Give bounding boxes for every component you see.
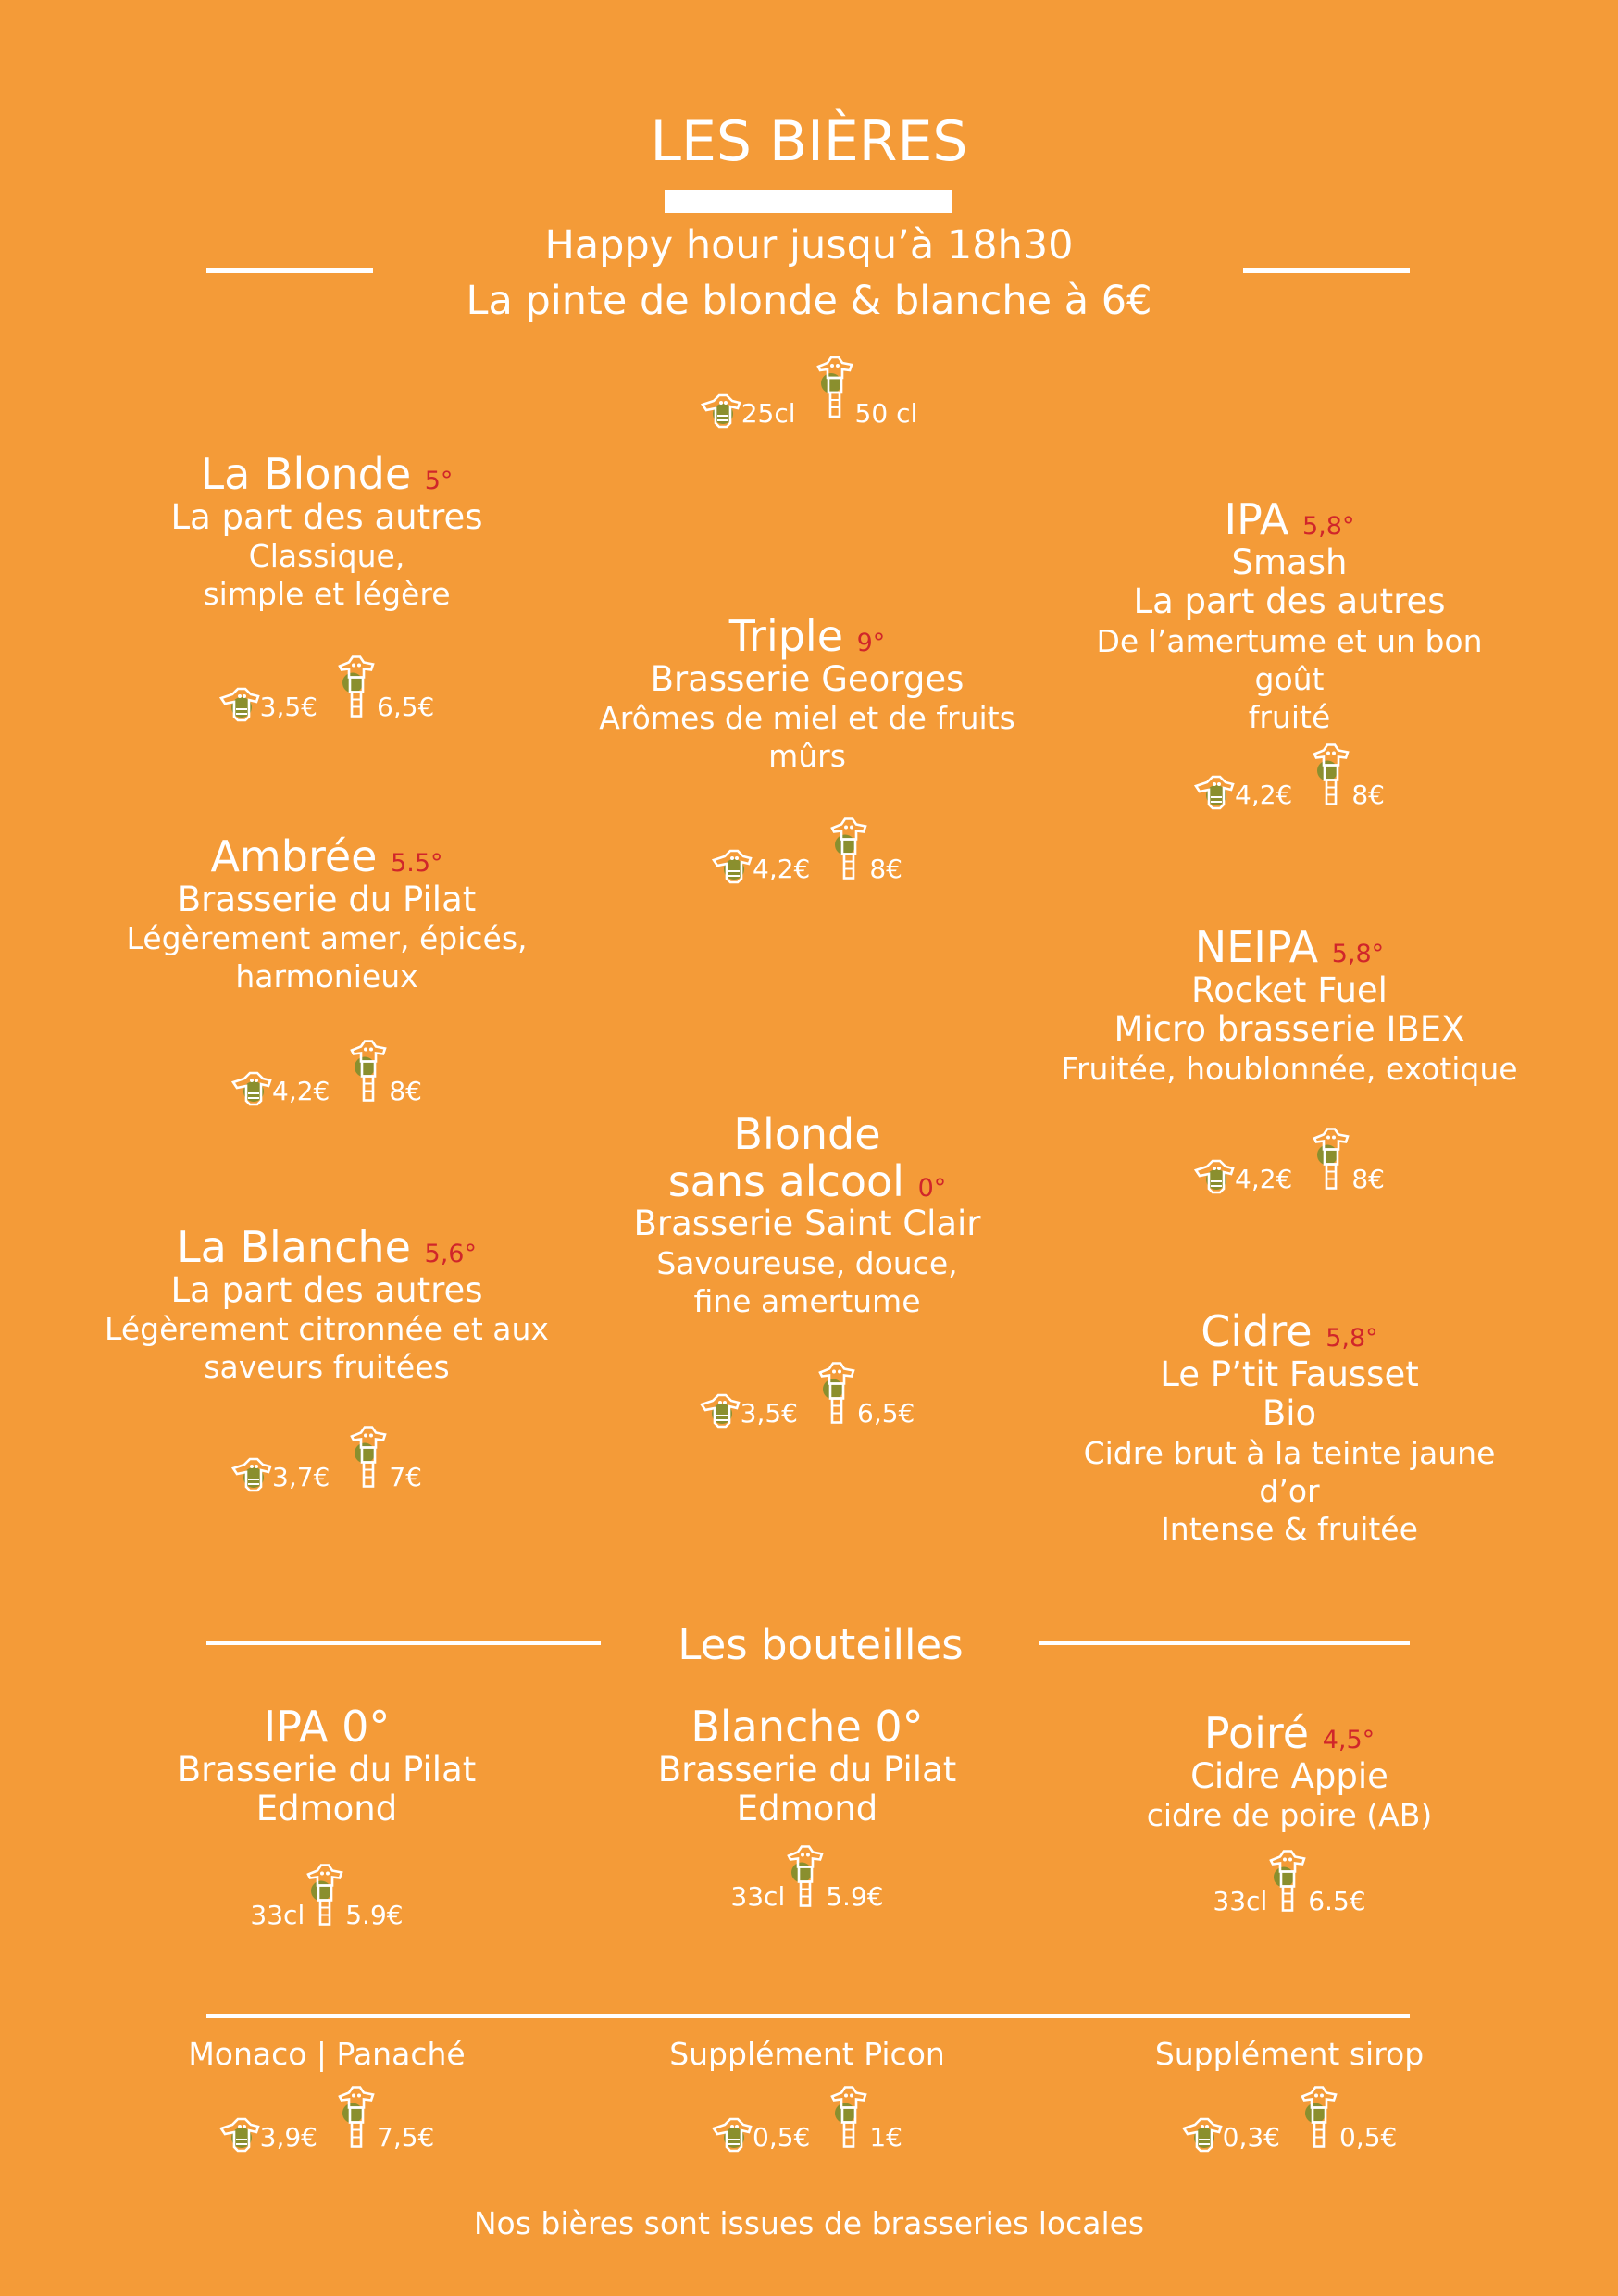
bottle-size: 33cl bbox=[730, 1881, 786, 1912]
beer-cidre bbox=[1058, 1308, 1521, 1548]
beer-name: IPA bbox=[1224, 494, 1289, 544]
beer-ambree bbox=[95, 833, 558, 996]
beer-brewery: Brasserie Saint Clair bbox=[633, 1204, 981, 1244]
bottle-size: 33cl bbox=[1213, 1886, 1268, 1916]
large-glass-icon bbox=[336, 653, 377, 722]
bottle-line: Edmond bbox=[736, 1789, 878, 1829]
beer-prices bbox=[95, 653, 558, 722]
beer-degree: 9° bbox=[856, 629, 886, 657]
beer-brewery: Brasserie du Pilat bbox=[177, 879, 477, 919]
bottle-name: Poiré bbox=[1203, 1708, 1310, 1758]
price-small: 3,9€ bbox=[259, 2122, 317, 2152]
beer-description: harmonieux bbox=[235, 958, 418, 995]
price-small: 3,5€ bbox=[259, 692, 317, 722]
beer-description: fruité bbox=[1248, 699, 1331, 736]
bottle-description: cidre de poire (AB) bbox=[1146, 1797, 1433, 1834]
beer-brewery: La part des autres bbox=[170, 496, 483, 537]
price-large: 7€ bbox=[389, 1462, 422, 1492]
beer-name: La Blonde bbox=[200, 449, 412, 499]
bottle-size: 33cl bbox=[250, 1900, 305, 1930]
size-legend bbox=[0, 347, 1618, 429]
extra-prices bbox=[1058, 2083, 1521, 2152]
small-glass-icon bbox=[712, 2115, 753, 2152]
large-glass-icon bbox=[816, 1359, 857, 1429]
divider-right bbox=[1243, 268, 1410, 273]
price-large: 8€ bbox=[1351, 1164, 1385, 1194]
bottle-prices bbox=[1058, 1847, 1521, 1916]
beer-brewery: Le P’tit Fausset bbox=[1160, 1354, 1419, 1394]
beer-ipa bbox=[1058, 496, 1521, 736]
small-glass-icon bbox=[231, 1455, 272, 1492]
price-small: 4,2€ bbox=[753, 854, 811, 884]
bottle-prices bbox=[95, 1861, 558, 1930]
legend-small: 25cl bbox=[741, 398, 796, 429]
legend-large: 50 cl bbox=[854, 398, 918, 429]
beer-line: Smash bbox=[1231, 542, 1348, 582]
large-glass-icon bbox=[828, 815, 869, 884]
bottle-degree: 4,5° bbox=[1322, 1726, 1375, 1754]
beer-prices bbox=[95, 1423, 558, 1492]
bottle-name: IPA 0° bbox=[263, 1702, 391, 1752]
small-glass-icon bbox=[219, 685, 260, 722]
small-glass-icon bbox=[219, 2115, 260, 2152]
bottle-name: Blanche 0° bbox=[691, 1702, 924, 1752]
beer-description: saveurs fruitées bbox=[204, 1349, 450, 1386]
beer-prices bbox=[576, 815, 1039, 884]
price-small: 0,3€ bbox=[1222, 2122, 1280, 2152]
extra-name: Monaco | Panaché bbox=[188, 2036, 466, 2072]
beer-description: fine amertume bbox=[693, 1282, 921, 1319]
extra-prices bbox=[576, 2083, 1039, 2152]
extra-prices bbox=[95, 2083, 558, 2152]
bottle-price: 5.9€ bbox=[826, 1881, 884, 1912]
title-underline bbox=[665, 190, 952, 213]
large-glass-icon bbox=[815, 347, 855, 429]
beer-description: Fruitée, houblonnée, exotique bbox=[1061, 1050, 1518, 1087]
beer-degree: 0° bbox=[917, 1173, 947, 1203]
divider-extras bbox=[206, 2014, 1410, 2018]
beer-la-blanche bbox=[95, 1224, 558, 1387]
bottle-poire bbox=[1058, 1710, 1521, 1834]
small-glass-icon bbox=[700, 1391, 741, 1429]
beer-description: Légèrement amer, épicés, bbox=[126, 920, 528, 957]
small-glass-icon bbox=[1194, 1157, 1235, 1194]
beer-neipa bbox=[1058, 924, 1521, 1088]
beer-description: Arômes de miel et de fruits bbox=[599, 700, 1015, 737]
beer-description: Classique, bbox=[248, 538, 405, 575]
divider-right bbox=[1039, 1641, 1410, 1645]
beer-degree: 5,8° bbox=[1326, 1324, 1378, 1353]
price-large: 8€ bbox=[389, 1076, 422, 1106]
price-large: 6,5€ bbox=[857, 1398, 915, 1429]
beer-description: De l’amertume et un bon goût bbox=[1096, 622, 1483, 697]
large-glass-icon bbox=[336, 2083, 377, 2152]
beer-prices bbox=[1058, 1125, 1521, 1194]
beer-brewery: Micro brasserie IBEX bbox=[1114, 1009, 1465, 1050]
bottle-price: 6.5€ bbox=[1308, 1886, 1366, 1916]
beer-description: Savoureuse, douce, bbox=[656, 1244, 958, 1281]
beer-name: Triple bbox=[728, 611, 843, 661]
beer-degree: 5,6° bbox=[424, 1240, 477, 1268]
large-glass-icon bbox=[828, 2083, 869, 2152]
beer-name: NEIPA bbox=[1194, 922, 1319, 972]
beer-description: Cidre brut à la teinte jaune d’or bbox=[1083, 1434, 1496, 1509]
beer-name: Ambrée bbox=[210, 831, 378, 881]
page-title: LES BIÈRES bbox=[650, 109, 968, 174]
beer-brewery: La part des autres bbox=[170, 1269, 483, 1310]
bottle-brewery: Cidre Appie bbox=[1190, 1755, 1388, 1796]
beer-name: La Blanche bbox=[177, 1222, 411, 1272]
beer-degree: 5,8° bbox=[1331, 940, 1385, 968]
beer-blonde-sans-alcool bbox=[576, 1111, 1039, 1320]
bottle-price: 5.9€ bbox=[345, 1900, 404, 1930]
beer-brewery: La part des autres bbox=[1133, 581, 1446, 622]
beer-description: Intense & fruitée bbox=[1161, 1511, 1418, 1548]
bottle-brewery: Brasserie du Pilat bbox=[177, 1749, 477, 1790]
bottle-ipa-0 bbox=[95, 1703, 558, 1829]
pint-offer-text: La pinte de blonde & blanche à 6€ bbox=[466, 278, 1152, 324]
price-small: 4,2€ bbox=[1235, 780, 1293, 810]
beer-line: Rocket Fuel bbox=[1191, 969, 1388, 1010]
price-small: 3,7€ bbox=[272, 1462, 330, 1492]
price-large: 1€ bbox=[869, 2122, 902, 2152]
small-glass-icon bbox=[231, 1069, 272, 1106]
price-large: 6,5€ bbox=[377, 692, 435, 722]
price-small: 3,5€ bbox=[740, 1398, 798, 1429]
divider-left bbox=[206, 1641, 601, 1645]
bottle-prices bbox=[576, 1842, 1039, 1912]
divider-left bbox=[206, 268, 373, 273]
beer-triple bbox=[576, 613, 1039, 776]
beer-prices bbox=[1058, 741, 1521, 810]
price-large: 0,5€ bbox=[1339, 2122, 1398, 2152]
beer-line: Bio bbox=[1262, 1393, 1317, 1434]
price-large: 8€ bbox=[1351, 780, 1385, 810]
large-glass-icon bbox=[1311, 741, 1351, 810]
beer-description: mûrs bbox=[768, 738, 846, 775]
small-glass-icon bbox=[1182, 2115, 1223, 2152]
bottle-icon bbox=[785, 1842, 826, 1912]
beer-description: Légèrement citronnée et aux bbox=[105, 1311, 549, 1348]
small-glass-icon bbox=[701, 392, 741, 429]
price-small: 4,2€ bbox=[1235, 1164, 1293, 1194]
beer-prices bbox=[95, 1037, 558, 1106]
large-glass-icon bbox=[1311, 1125, 1351, 1194]
price-small: 0,5€ bbox=[753, 2122, 811, 2152]
beer-prices bbox=[576, 1359, 1039, 1429]
beer-name: Cidre bbox=[1201, 1306, 1313, 1356]
large-glass-icon bbox=[1299, 2083, 1339, 2152]
bottle-blanche-0 bbox=[576, 1703, 1039, 1829]
price-large: 8€ bbox=[869, 854, 902, 884]
beer-degree: 5° bbox=[424, 467, 454, 495]
small-glass-icon bbox=[1194, 773, 1235, 810]
happy-hour-text: Happy hour jusqu’à 18h30 bbox=[544, 222, 1074, 268]
bottle-brewery: Brasserie du Pilat bbox=[657, 1749, 957, 1790]
beer-name-line2: sans alcool bbox=[667, 1155, 904, 1206]
bottle-icon bbox=[305, 1861, 345, 1930]
price-large: 7,5€ bbox=[377, 2122, 435, 2152]
beer-brewery: Brasserie Georges bbox=[650, 658, 965, 699]
large-glass-icon bbox=[348, 1037, 389, 1106]
extra-name: Supplément Picon bbox=[669, 2036, 945, 2072]
price-small: 4,2€ bbox=[272, 1076, 330, 1106]
beer-description: simple et légère bbox=[203, 576, 451, 613]
beer-name: Blonde bbox=[733, 1109, 881, 1159]
bottle-line: Edmond bbox=[255, 1789, 398, 1829]
bottles-section-title: Les bouteilles bbox=[678, 1620, 964, 1669]
bottle-icon bbox=[1267, 1847, 1308, 1916]
small-glass-icon bbox=[712, 847, 753, 884]
extra-name: Supplément sirop bbox=[1154, 2036, 1425, 2072]
beer-degree: 5.5° bbox=[391, 849, 443, 878]
footer-note: Nos bières sont issues de brasseries locales bbox=[473, 2205, 1145, 2241]
large-glass-icon bbox=[348, 1423, 389, 1492]
beer-la-blonde bbox=[95, 451, 558, 614]
beer-degree: 5,8° bbox=[1302, 512, 1355, 541]
